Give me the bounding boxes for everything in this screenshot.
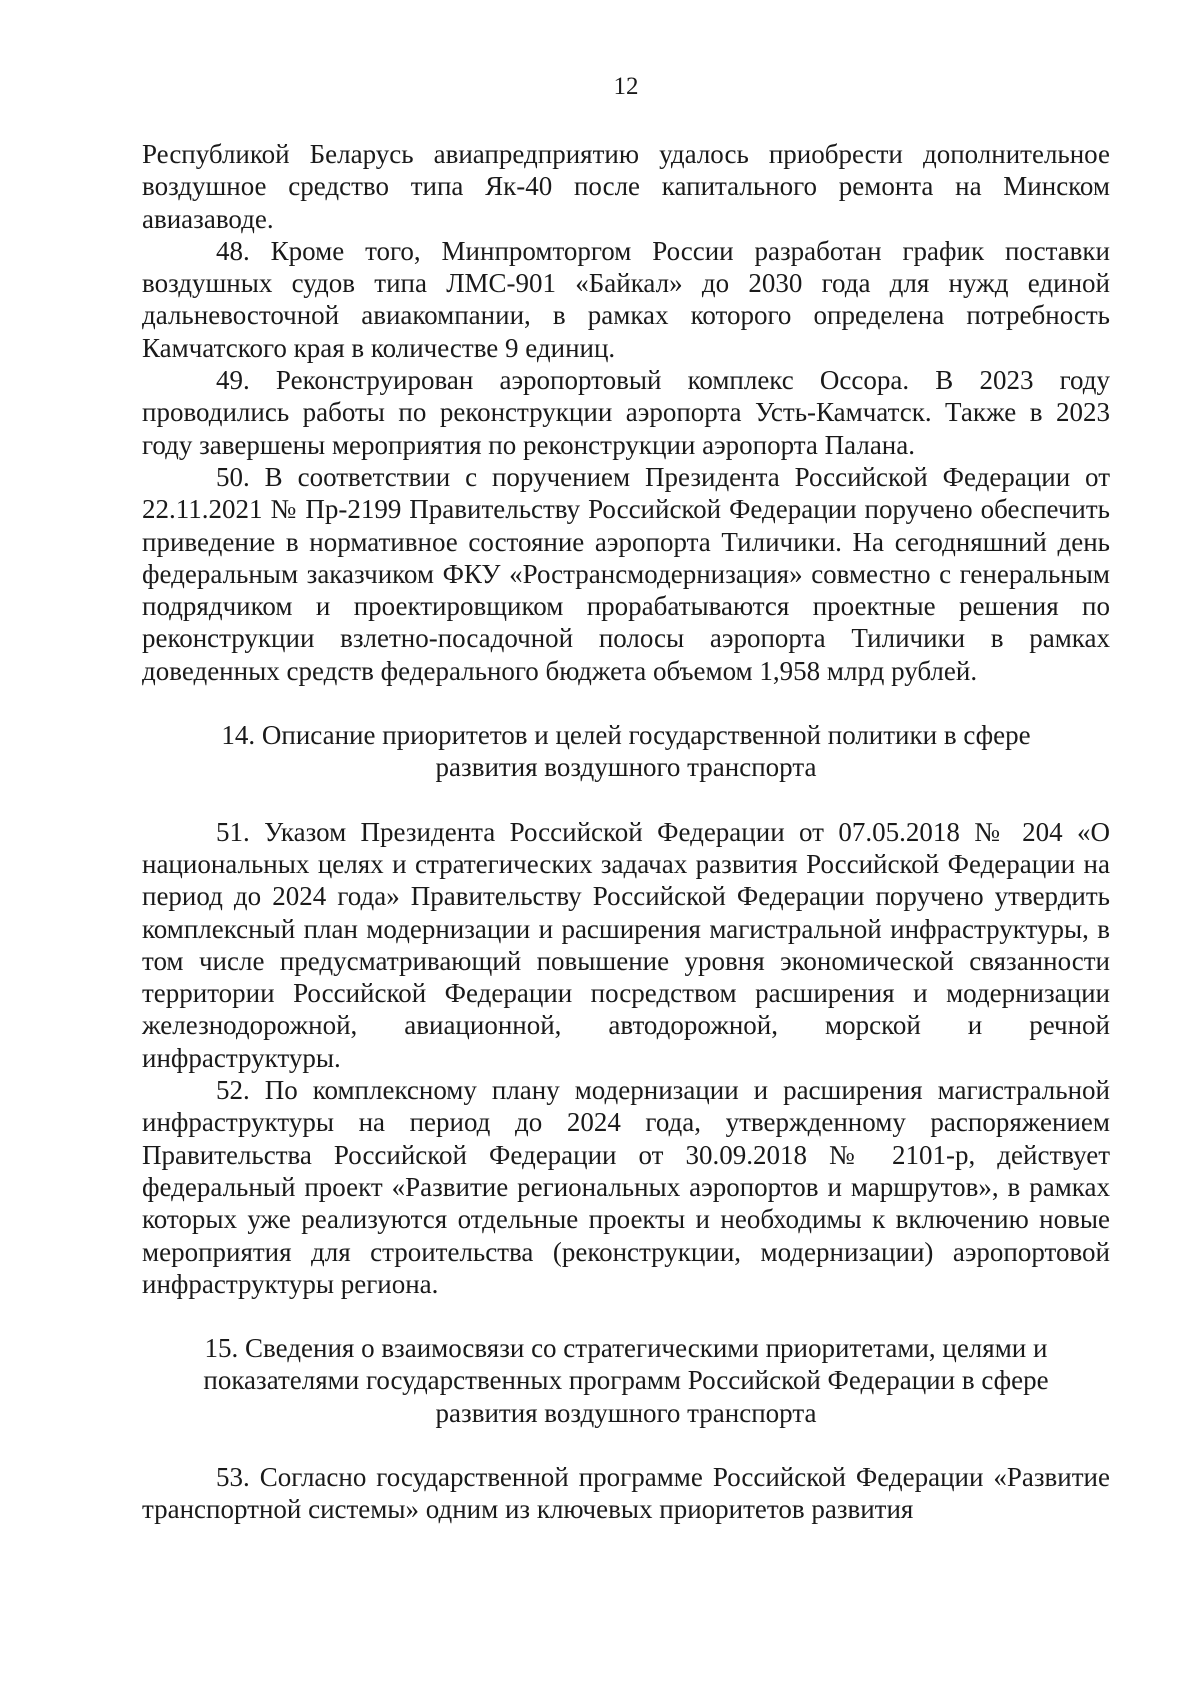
paragraph-50: 50. В соответствии с поручением Президента Российской Федерации от 22.11.2021 № Пр-2199 Правительству Российской Федерации поручено обеспечить приведение в нормативное состояние аэропорта Тиличики. На сегодняшний день федеральным заказчиком ФКУ «Ространсмодернизация» совместно с генеральным подрядчиком и проектировщиком прорабатываются проектные решения по реконструкции взлетно-посадочной полосы аэропорта Тиличики в рамках доведенных средств федерального бюджета объемом 1,958 млрд рублей. xyxy=(142,461,1110,686)
document-page xyxy=(142,72,1110,1526)
paragraph-49: 49. Реконструирован аэропортовый комплекс Оссора. В 2023 году проводились работы по реконструкции аэропорта Усть-Камчатск. Также в 2023 году завершены мероприятия по реконструкции аэропорта Палана. xyxy=(142,365,1110,460)
paragraph-52: 52. По комплексному плану модернизации и расширения магистральной инфраструктуры на период до 2024 года, утвержденному распоряжением Правительства Российской Федерации от 30.09.2018 № 2101-р, действует федеральный проект «Развитие региональных аэропортов и маршрутов», в рамках которых уже реализуются отдельные проекты и необходимы к включению новые мероприятия для строительства (реконструкции, модернизации) аэропортовой инфраструктуры региона. xyxy=(142,1075,1110,1299)
section-15-heading: 15. Сведения о взаимосвязи со стратегическими приоритетами, целями и показателями государственных программ Российской Федерации в сфере развития воздушного транспорта xyxy=(203,1333,1049,1428)
paragraph-51: 51. Указом Президента Российской Федерации от 07.05.2018 № 204 «О национальных целях и стратегических задачах развития Российской Федерации на период до 2024 года» Правительству Российской Федерации поручено утвердить комплексный план модернизации и расширения магистральной инфраструктуры, в том числе предусматривающий повышение уровня экономической связанности территории Российской Федерации посредством расширения и модернизации железнодорожной, авиационной, автодорожной, морской и речной инфраструктуры. xyxy=(142,816,1110,1073)
paragraph-continuation: Республикой Беларусь авиапредприятию удалось приобрести дополнительное воздушное средство типа Як-40 после капитального ремонта на Минском авиазаводе. xyxy=(142,139,1110,234)
paragraph-48: 48. Кроме того, Минпромторгом России разработан график поставки воздушных судов типа ЛМС-901 «Байкал» до 2030 года для нужд единой дальневосточной авиакомпании, в рамках которого определена потребность Камчатского края в количестве 9 единиц. xyxy=(142,235,1110,363)
section-14-heading: 14. Описание приоритетов и целей государственной политики в сфере развития воздушного транспорта xyxy=(221,720,1031,783)
paragraph-53: 53. Согласно государственной программе Российской Федерации «Развитие транспортной системы» одним из ключевых приоритетов развития xyxy=(142,1461,1110,1525)
page-number: 12 xyxy=(613,73,639,100)
